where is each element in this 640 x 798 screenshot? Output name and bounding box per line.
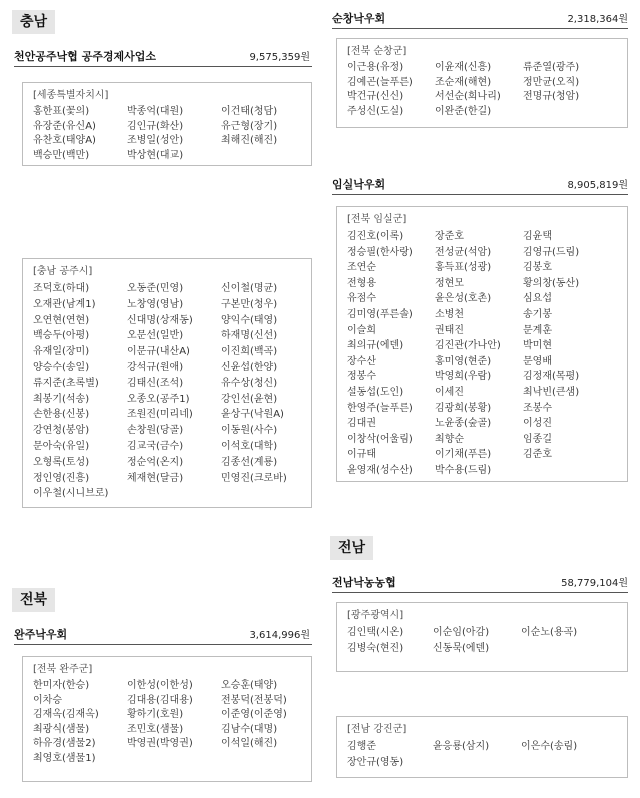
member-name: 박수용(드림): [435, 464, 492, 476]
member-list: [33, 281, 303, 502]
member-name: 김진호(이록): [347, 231, 404, 242]
member-name: 정승필(한사랑): [347, 246, 413, 258]
member-list: [33, 105, 303, 163]
member-name: 김예곤(늘푸른): [347, 76, 413, 88]
member-name: 김행준: [347, 741, 376, 752]
member-name: 이우철(시니브로): [33, 488, 109, 500]
divider: [332, 194, 628, 195]
member-name: 주성신(도실): [347, 105, 404, 117]
member-name: 조원진(미리네): [127, 409, 193, 421]
org-name: 임실낙우회: [332, 178, 386, 191]
member-name: 장수산: [347, 355, 376, 367]
member-box-gangjin: [336, 716, 628, 778]
member-name: 황의창(동산): [523, 277, 580, 289]
member-name: 강석규(원애): [127, 361, 184, 373]
member-name: 김진관(가나안): [435, 340, 501, 352]
member-name: 홍득표(성광): [435, 262, 492, 274]
member-name: 김재옥(김재옥): [33, 709, 99, 721]
member-box-imsil: [336, 206, 628, 482]
member-name: 윤응룡(삼지): [433, 741, 490, 752]
member-name: 유수상(청신): [221, 377, 278, 389]
member-name: 박상현(대교): [127, 149, 184, 161]
member-name: 이순노(용곡): [521, 627, 578, 638]
amount: 2,318,364원: [567, 14, 628, 25]
region-label-chungnam: 충남: [12, 10, 55, 34]
member-name: 소병천: [435, 308, 464, 320]
org-name: 완주낙우회: [14, 628, 68, 641]
member-name: 이세진: [435, 386, 464, 398]
member-name: 이문규(내산A): [127, 346, 190, 358]
member-name: 이완준(한길): [435, 105, 492, 117]
member-name: 노윤종(숲골): [435, 418, 492, 430]
member-name: 조병일(성안): [127, 135, 184, 147]
box-title: [광주광역시]: [347, 610, 404, 621]
member-name: 오재관(남계1): [33, 298, 96, 310]
member-box-wanju: [22, 656, 312, 782]
member-name: 권태진: [435, 324, 464, 336]
member-name: 최의규(에덴): [347, 340, 404, 352]
member-name: 정현모: [435, 277, 464, 289]
member-box-sunchang: [336, 38, 628, 128]
member-name: 한미자(한승): [33, 680, 90, 691]
member-name: 이차승: [33, 694, 62, 706]
member-name: 김인택(시온): [347, 627, 404, 638]
member-name: 문아숙(유일): [33, 440, 90, 452]
member-list: [347, 739, 619, 771]
divider: [14, 66, 312, 67]
amount: 58,779,104원: [561, 578, 628, 589]
member-name: 홍한표(꽃의): [33, 106, 90, 117]
member-name: 류준열(광주): [523, 62, 580, 73]
member-name: 이석일(해진): [221, 738, 278, 750]
box-title: [충남 공주시]: [33, 266, 93, 277]
member-name: 오종오(공주1): [127, 393, 190, 405]
member-name: 송기봉: [523, 308, 552, 320]
region-label-jeonbuk: 전북: [12, 588, 55, 612]
member-name: 양익수(태영): [221, 314, 278, 326]
divider: [332, 592, 628, 593]
member-name: 최광식(샘물): [33, 723, 90, 735]
org-name: 순창낙우회: [332, 12, 386, 25]
member-name: 정순억(온지): [127, 456, 184, 468]
amount: 8,905,819원: [567, 180, 628, 191]
member-name: 양승수(송일): [33, 361, 90, 373]
member-name: 김교국(금수): [127, 440, 184, 452]
member-name: 전형용: [347, 277, 376, 289]
member-name: 신대명(상재동): [127, 314, 193, 326]
member-name: 박영권(박영권): [127, 738, 193, 750]
member-name: 김태신(조석): [127, 377, 184, 389]
member-name: 조연순: [347, 262, 376, 274]
member-name: 이은수(송림): [521, 741, 578, 752]
member-list: [347, 625, 619, 657]
amount: 3,614,996원: [249, 630, 310, 641]
member-name: 김정재(목평): [523, 371, 580, 383]
member-name: 체재현(달금): [127, 472, 184, 484]
member-name: 최영호(샘물1): [33, 752, 96, 764]
member-name: 홍미영(현준): [435, 355, 492, 367]
member-name: 하재명(신선): [221, 330, 278, 342]
member-name: 유찬호(태양A): [33, 135, 96, 147]
member-name: 이성진: [523, 418, 552, 430]
member-name: 유근형(장기): [221, 120, 278, 132]
member-name: 정인영(진흥): [33, 472, 90, 484]
member-name: 윤영재(성수산): [347, 464, 413, 476]
member-name: 서선순(희나리): [435, 91, 501, 103]
member-name: 임종길: [523, 433, 552, 445]
member-name: 강연청(봉암): [33, 425, 90, 437]
member-name: 전명규(청암): [523, 91, 580, 103]
member-name: 김인규(화산): [127, 120, 184, 132]
member-name: 김대권: [347, 418, 376, 430]
member-box-sejong: [22, 82, 312, 166]
member-name: 신윤섭(한양): [221, 361, 278, 373]
member-name: 구본만(청우): [221, 298, 278, 310]
member-name: 장준호: [435, 231, 464, 242]
member-list: [347, 229, 619, 479]
member-name: 이한성(이한성): [127, 680, 193, 691]
box-title: [세종특별자치시]: [33, 90, 109, 101]
member-name: 김미영(푸른솔): [347, 308, 413, 320]
member-name: 이건태(청담): [221, 106, 278, 117]
member-name: 문계훈: [523, 324, 552, 336]
member-name: 정봉수: [347, 371, 376, 383]
member-name: 김봉호: [523, 262, 552, 274]
member-name: 조민호(샘물): [127, 723, 184, 735]
member-name: 최봉기(석송): [33, 393, 90, 405]
member-name: 신동묵(에덴): [433, 643, 490, 654]
org-name: 전남낙농농협: [332, 576, 396, 589]
member-name: 전봉덕(전봉덕): [221, 694, 287, 706]
member-name: 백승만(백만): [33, 149, 90, 161]
member-name: 황하기(호원): [127, 709, 184, 721]
member-box-gwangju: [336, 602, 628, 672]
member-name: 심요섭: [523, 293, 552, 305]
member-name: 이슬희: [347, 324, 376, 336]
member-name: 김영규(드림): [523, 246, 580, 258]
member-name: 조덕호(하대): [33, 283, 90, 294]
member-name: 하유경(샘물2): [33, 738, 96, 750]
member-name: 김병숙(현진): [347, 643, 404, 654]
member-name: 김종선(계룡): [221, 456, 278, 468]
member-name: 최향순: [435, 433, 464, 445]
member-name: 신이철(명균): [221, 283, 278, 294]
member-name: 문영배: [523, 355, 552, 367]
divider: [332, 28, 628, 29]
member-name: 장안규(영동): [347, 757, 404, 768]
member-name: 유점수: [347, 293, 376, 305]
org-name: 천안공주낙협 공주경제사업소: [14, 50, 156, 63]
box-title: [전남 강진군]: [347, 724, 407, 735]
divider: [14, 644, 312, 645]
member-list: [33, 679, 303, 767]
member-name: 오형록(토성): [33, 456, 90, 468]
member-name: 강인선(윤현): [221, 393, 278, 405]
box-title: [전북 순창군]: [347, 46, 407, 57]
member-name: 정만균(오직): [523, 76, 580, 88]
member-name: 이규태: [347, 449, 376, 461]
member-name: 설동섭(도인): [347, 386, 404, 398]
member-name: 이순임(아감): [433, 627, 490, 638]
member-name: 윤은성(호촌): [435, 293, 492, 305]
member-name: 노창영(영남): [127, 298, 184, 310]
member-name: 박미현: [523, 340, 552, 352]
member-name: 김준호: [523, 449, 552, 461]
member-name: 박종억(대원): [127, 106, 184, 117]
member-name: 윤상구(낙원A): [221, 409, 284, 421]
member-name: 손한용(신봉): [33, 409, 90, 421]
member-name: 최해진(해진): [221, 135, 278, 147]
box-title: [전북 임실군]: [347, 214, 407, 225]
member-name: 오문선(일반): [127, 330, 184, 342]
member-name: 오동준(민영): [127, 283, 184, 294]
member-name: 박영희(우람): [435, 371, 492, 383]
member-name: 유재일(장미): [33, 346, 90, 358]
member-name: 조순재(해현): [435, 76, 492, 88]
member-name: 이기채(푸른): [435, 449, 492, 461]
member-name: 박건규(신신): [347, 91, 404, 103]
member-name: 이준영(이준영): [221, 709, 287, 721]
member-name: 이윤재(신흥): [435, 62, 492, 73]
member-name: 이창삭(어울림): [347, 433, 413, 445]
member-name: 최낙빈(큰샘): [523, 386, 580, 398]
member-name: 이진희(백곡): [221, 346, 278, 358]
member-name: 손창원(당골): [127, 425, 184, 437]
member-name: 이석호(대학): [221, 440, 278, 452]
amount: 9,575,359원: [249, 52, 310, 63]
member-name: 이동원(사수): [221, 425, 278, 437]
member-name: 김광희(봉황): [435, 402, 492, 414]
member-name: 류지준(초록별): [33, 377, 99, 389]
member-name: 김남수(대명): [221, 723, 278, 735]
member-name: 김대용(김대용): [127, 694, 193, 706]
member-name: 민영진(크로바): [221, 472, 287, 484]
member-name: 전성균(석암): [435, 246, 492, 258]
member-name: 한영주(늘푸른): [347, 402, 413, 414]
member-name: 유장준(유신A): [33, 120, 96, 132]
member-list: [347, 61, 619, 119]
member-box-gongju: [22, 258, 312, 508]
member-name: 조봉수: [523, 402, 552, 414]
member-name: 백승두(아평): [33, 330, 90, 342]
box-title: [전북 완주군]: [33, 664, 93, 675]
region-label-jeonnam: 전남: [330, 536, 373, 560]
member-name: 김윤택: [523, 231, 552, 242]
member-name: 오연현(연현): [33, 314, 90, 326]
member-name: 오승훈(태양): [221, 680, 278, 691]
member-name: 이근용(유정): [347, 62, 404, 73]
